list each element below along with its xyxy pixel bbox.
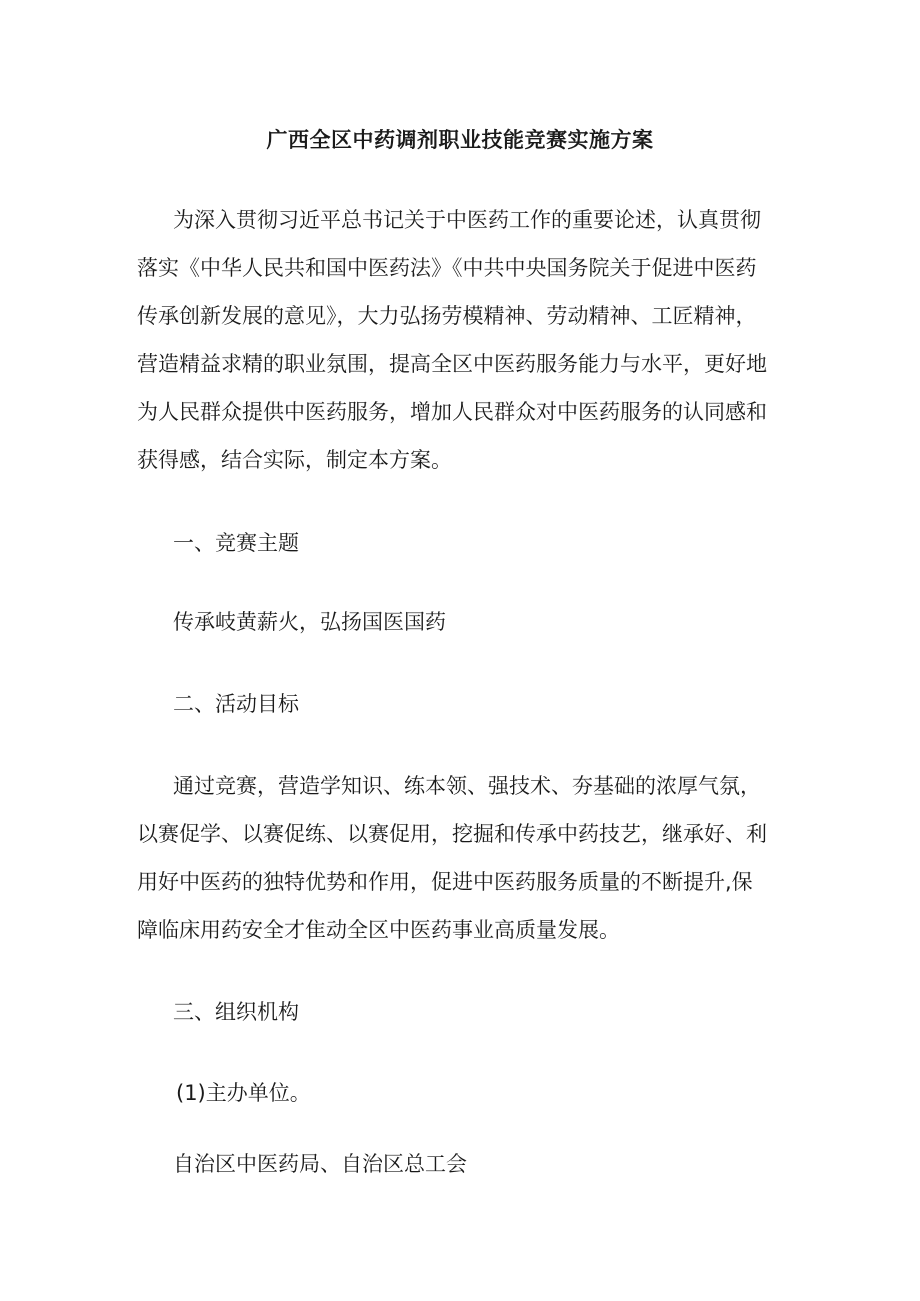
intro-line: 落实《中华人民共和国中医药法》《中共中央国务院关于促进中医药 <box>137 256 757 280</box>
section3-sub1: (1)主办单位。 <box>176 1081 311 1105</box>
intro-line: 获得感，结合实际，制定本方案。 <box>137 448 452 472</box>
intro-line: 营造精益求精的职业氛围，提高全区中医药服务能力与水平，更好地 <box>137 352 767 376</box>
section2-line: 用好中医药的独特优势和作用，促进中医药服务质量的不断提升,保 <box>137 870 753 894</box>
section1-heading: 一、竞赛主题 <box>173 531 299 555</box>
document-title: 广西全区中药调剂职业技能竞赛实施方案 <box>266 128 654 152</box>
section3-heading: 三、组织机构 <box>173 1000 299 1024</box>
intro-line: 传承创新发展的意见》，大力弘扬劳模精神、劳动精神、工匠精神， <box>137 304 757 328</box>
section2-line: 障临床用药安全才隹动全区中医药事业高质量发展。 <box>137 918 620 942</box>
section2-paragraph <box>137 762 789 954</box>
intro-paragraph <box>137 196 789 484</box>
intro-line: 为人民群众提供中医药服务，增加人民群众对中医药服务的认同感和 <box>137 400 767 424</box>
section2-line: 通过竞赛，营造学知识、练本领、强技术、夯基础的浓厚气氛， <box>173 774 761 798</box>
section3-sub1-body: 自治区中医药局、自治区总工会 <box>173 1152 467 1176</box>
section2-heading: 二、活动目标 <box>173 692 299 716</box>
section1-body: 传承岐黄薪火，弘扬国医国药 <box>173 610 446 634</box>
intro-line: 为深入贯彻习近平总书记关于中医药工作的重要论述，认真贯彻 <box>173 208 761 232</box>
section2-line: 以赛促学、以赛促练、以赛促用，挖掘和传承中药技艺，继承好、利 <box>137 822 767 846</box>
